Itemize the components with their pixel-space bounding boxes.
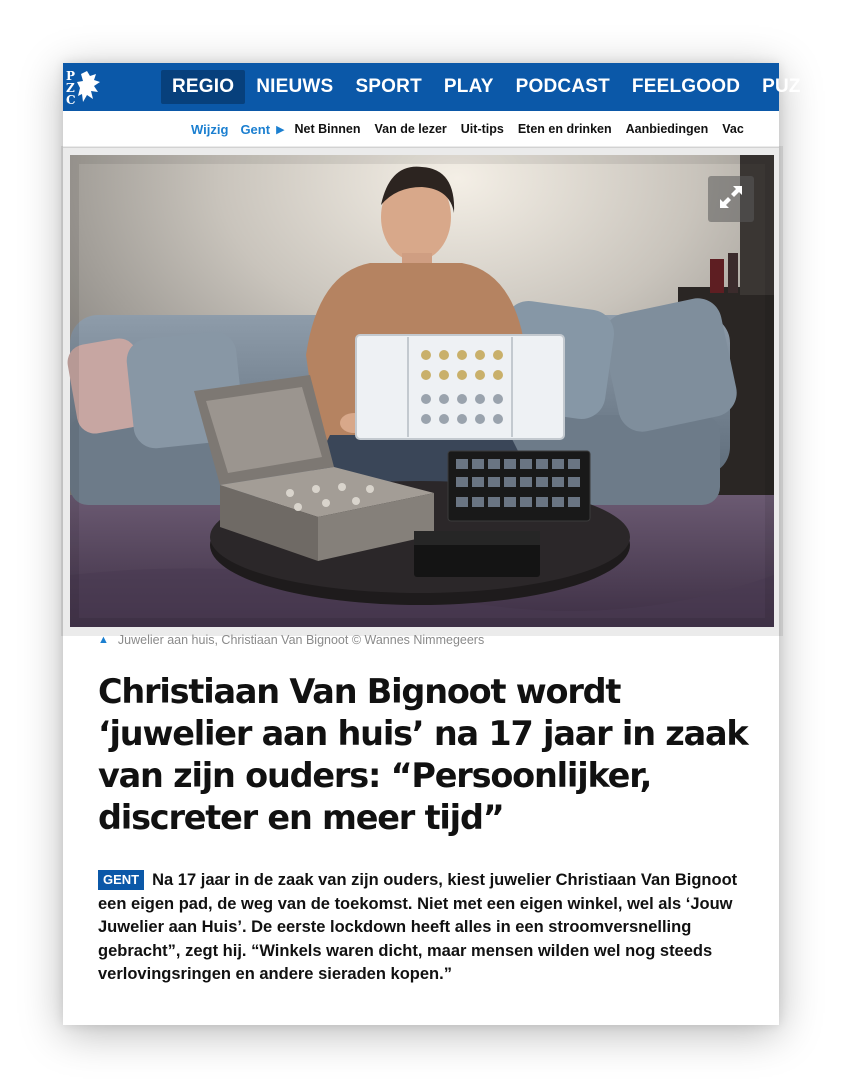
sub-navigation [63,111,779,148]
caption-triangle-icon: ▲ [98,634,109,646]
svg-text:C: C [66,93,76,107]
subnav-aanbiedingen[interactable]: Aanbiedingen [625,122,709,136]
expand-photo-button[interactable] [708,176,754,222]
main-nav-items [161,63,812,111]
article-photo[interactable] [70,155,774,627]
subnav-van-de-lezer[interactable]: Van de lezer [374,122,447,136]
article-lead [98,869,748,987]
subnav-eten-en-drinken[interactable]: Eten en drinken [517,122,612,136]
nav-podcast[interactable]: PODCAST [515,76,610,97]
svg-text:Z: Z [66,81,75,95]
article-headline: Christiaan Van Bignoot wordt ‘juwelier aan huis’ na 17 jaar in zaak van zijn ouders: “Persoonlijker, discreter en meer tijd” [98,672,748,837]
pzc-logo[interactable] [63,63,107,111]
nav-feelgood[interactable]: FEELGOOD [631,76,741,97]
nav-regio[interactable]: REGIO [161,70,245,104]
nav-puzzel[interactable]: PUZ [762,76,801,97]
svg-text:P: P [66,69,76,83]
top-navigation [63,63,801,111]
subnav-net-binnen[interactable]: Net Binnen [294,122,361,136]
expand-icon [717,183,745,216]
photo-caption [98,633,484,647]
nav-sport[interactable]: SPORT [355,76,422,97]
nav-nieuws[interactable]: NIEUWS [256,76,334,97]
nav-play[interactable]: PLAY [443,76,494,97]
current-region[interactable]: Gent [240,121,271,137]
subnav-vacatures[interactable]: Vac [722,122,744,136]
subnav-uit-tips[interactable]: Uit-tips [460,122,504,136]
article-lead-text: Na 17 jaar in de zaak van zijn ouders, kiest juwelier Christiaan Van Bignoot een eigen pad, de weg van de toekomst. Niet met een eigen winkel, wel als ‘Jouw Juwelier aan Huis’. De eerste lockdown heeft alles in een stroomversnelling gebracht”, zegt hij. “Winkels waren dicht, maar mensen wilden wel nog steeds verlovingsringen en andere sieraden kopen.” [98,871,738,984]
photo-caption-text: Juwelier aan huis, Christiaan Van Bignoot © Wannes Nimmegeers [117,633,485,647]
play-arrow-icon: ▶ [276,123,285,136]
change-region-link[interactable]: Wijzig [191,121,229,137]
region-tag[interactable]: GENT [98,870,144,890]
article-card [63,63,801,1025]
